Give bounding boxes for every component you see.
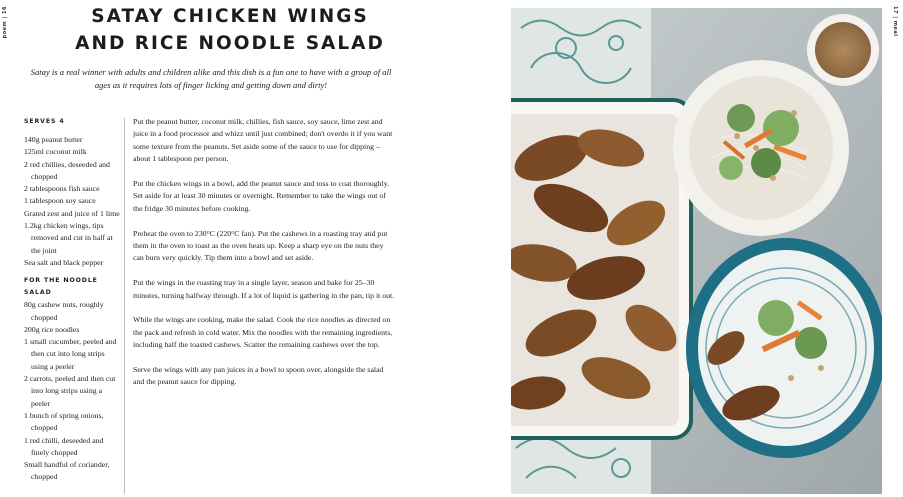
method-step: Put the peanut butter, coconut milk, chillies, fish sauce, soy sauce, lime zest and juice in a food processor and whizz until just combined; don't overdo it if you want some texture from the peanuts. Set aside some of the sauce to use for dipping – about 1 tablespoon per person. (133, 117, 393, 164)
recipe-title-line-1: SATAY CHICKEN WINGS (91, 6, 369, 27)
left-page-folio: poem | 16 (2, 6, 8, 39)
method-step: Put the wings in the roasting tray in a single layer, season and bake for 25–30 minutes, turning halfway through. If a lot of liquid is gathering in the pan, tip it out. (133, 278, 395, 300)
ingredient-item: 1 tablespoon soy sauce (24, 196, 96, 206)
ingredient-item: 2 carrots, peeled and then cut into long strips using a peeler (24, 374, 116, 408)
dish-photo-illustration (511, 8, 882, 494)
ingredients-column (24, 116, 122, 484)
dish-photo (511, 8, 882, 494)
salad-ingredients-list (24, 299, 122, 483)
ingredient-item: 2 tablespoons fish sauce (24, 184, 100, 194)
recipe-intro: Satay is a real winner with adults and children alike and this dish is a fun one to have with a group of all ages as it requires lots of finger licking and getting down and dirty! (30, 67, 392, 91)
serves-heading: SERVES 4 (24, 118, 65, 125)
ingredient-item: Small handful of coriander, chopped (24, 460, 110, 482)
ingredient-item: Grated zest and juice of 1 lime (24, 208, 120, 218)
recipe-title-line-2: AND RICE NOODLE SALAD (75, 33, 385, 54)
method-step: Put the chicken wings in a bowl, add the peanut sauce and toss to coat thoroughly. Set aside for at least 30 minutes or overnight. Remember to take the wings out of the fridge 30 minutes before cooking. (133, 179, 390, 213)
ingredient-item: Sea salt and black pepper (24, 257, 104, 267)
column-divider (124, 118, 125, 494)
noodle-salad-heading: FOR THE NOODLE SALAD (24, 277, 98, 297)
ingredients-list (24, 134, 122, 269)
right-page-folio: 17 | meal (892, 6, 898, 37)
method-step: While the wings are cooking, make the salad. Cook the rice noodles as directed on the pack and refresh in cold water. Mix the noodles with the remaining ingredients, including half the toasted cashews. Scatter the remaining cashews over the top. (133, 315, 393, 350)
ingredient-item: 1 bunch of spring onions, chopped (24, 410, 104, 433)
ingredient-item: 1 red chilli, deseeded and finely chopped (24, 435, 104, 457)
method-step: Preheat the oven to 230°C (220°C fan). Put the cashews in a roasting tray and put them in the oven to toast as the oven heats up. Keep a sharp eye on the nuts they can burn very quickly. Tip them into a bowl and set aside. (133, 228, 388, 263)
recipe-title (40, 3, 420, 57)
method-column (133, 116, 395, 401)
ingredient-item: 140g peanut butter (24, 135, 83, 144)
ingredient-item: 1 small cucumber, peeled and then cut into long strips using a peeler (24, 337, 117, 371)
ingredient-item: 125ml coconut milk (24, 147, 87, 157)
ingredient-item: 80g cashew nuts, roughly chopped (24, 300, 104, 322)
ingredient-item: 1.2kg chicken wings, tips removed and cut in half at the joint (24, 221, 113, 255)
ingredient-item: 200g rice noodles (24, 324, 80, 334)
method-step: Serve the wings with any pan juices in a bowl to spoon over, alongside the salad and the peanut sauce for dipping. (133, 365, 384, 387)
ingredient-item: 2 red chillies, deseeded and chopped (24, 159, 110, 181)
